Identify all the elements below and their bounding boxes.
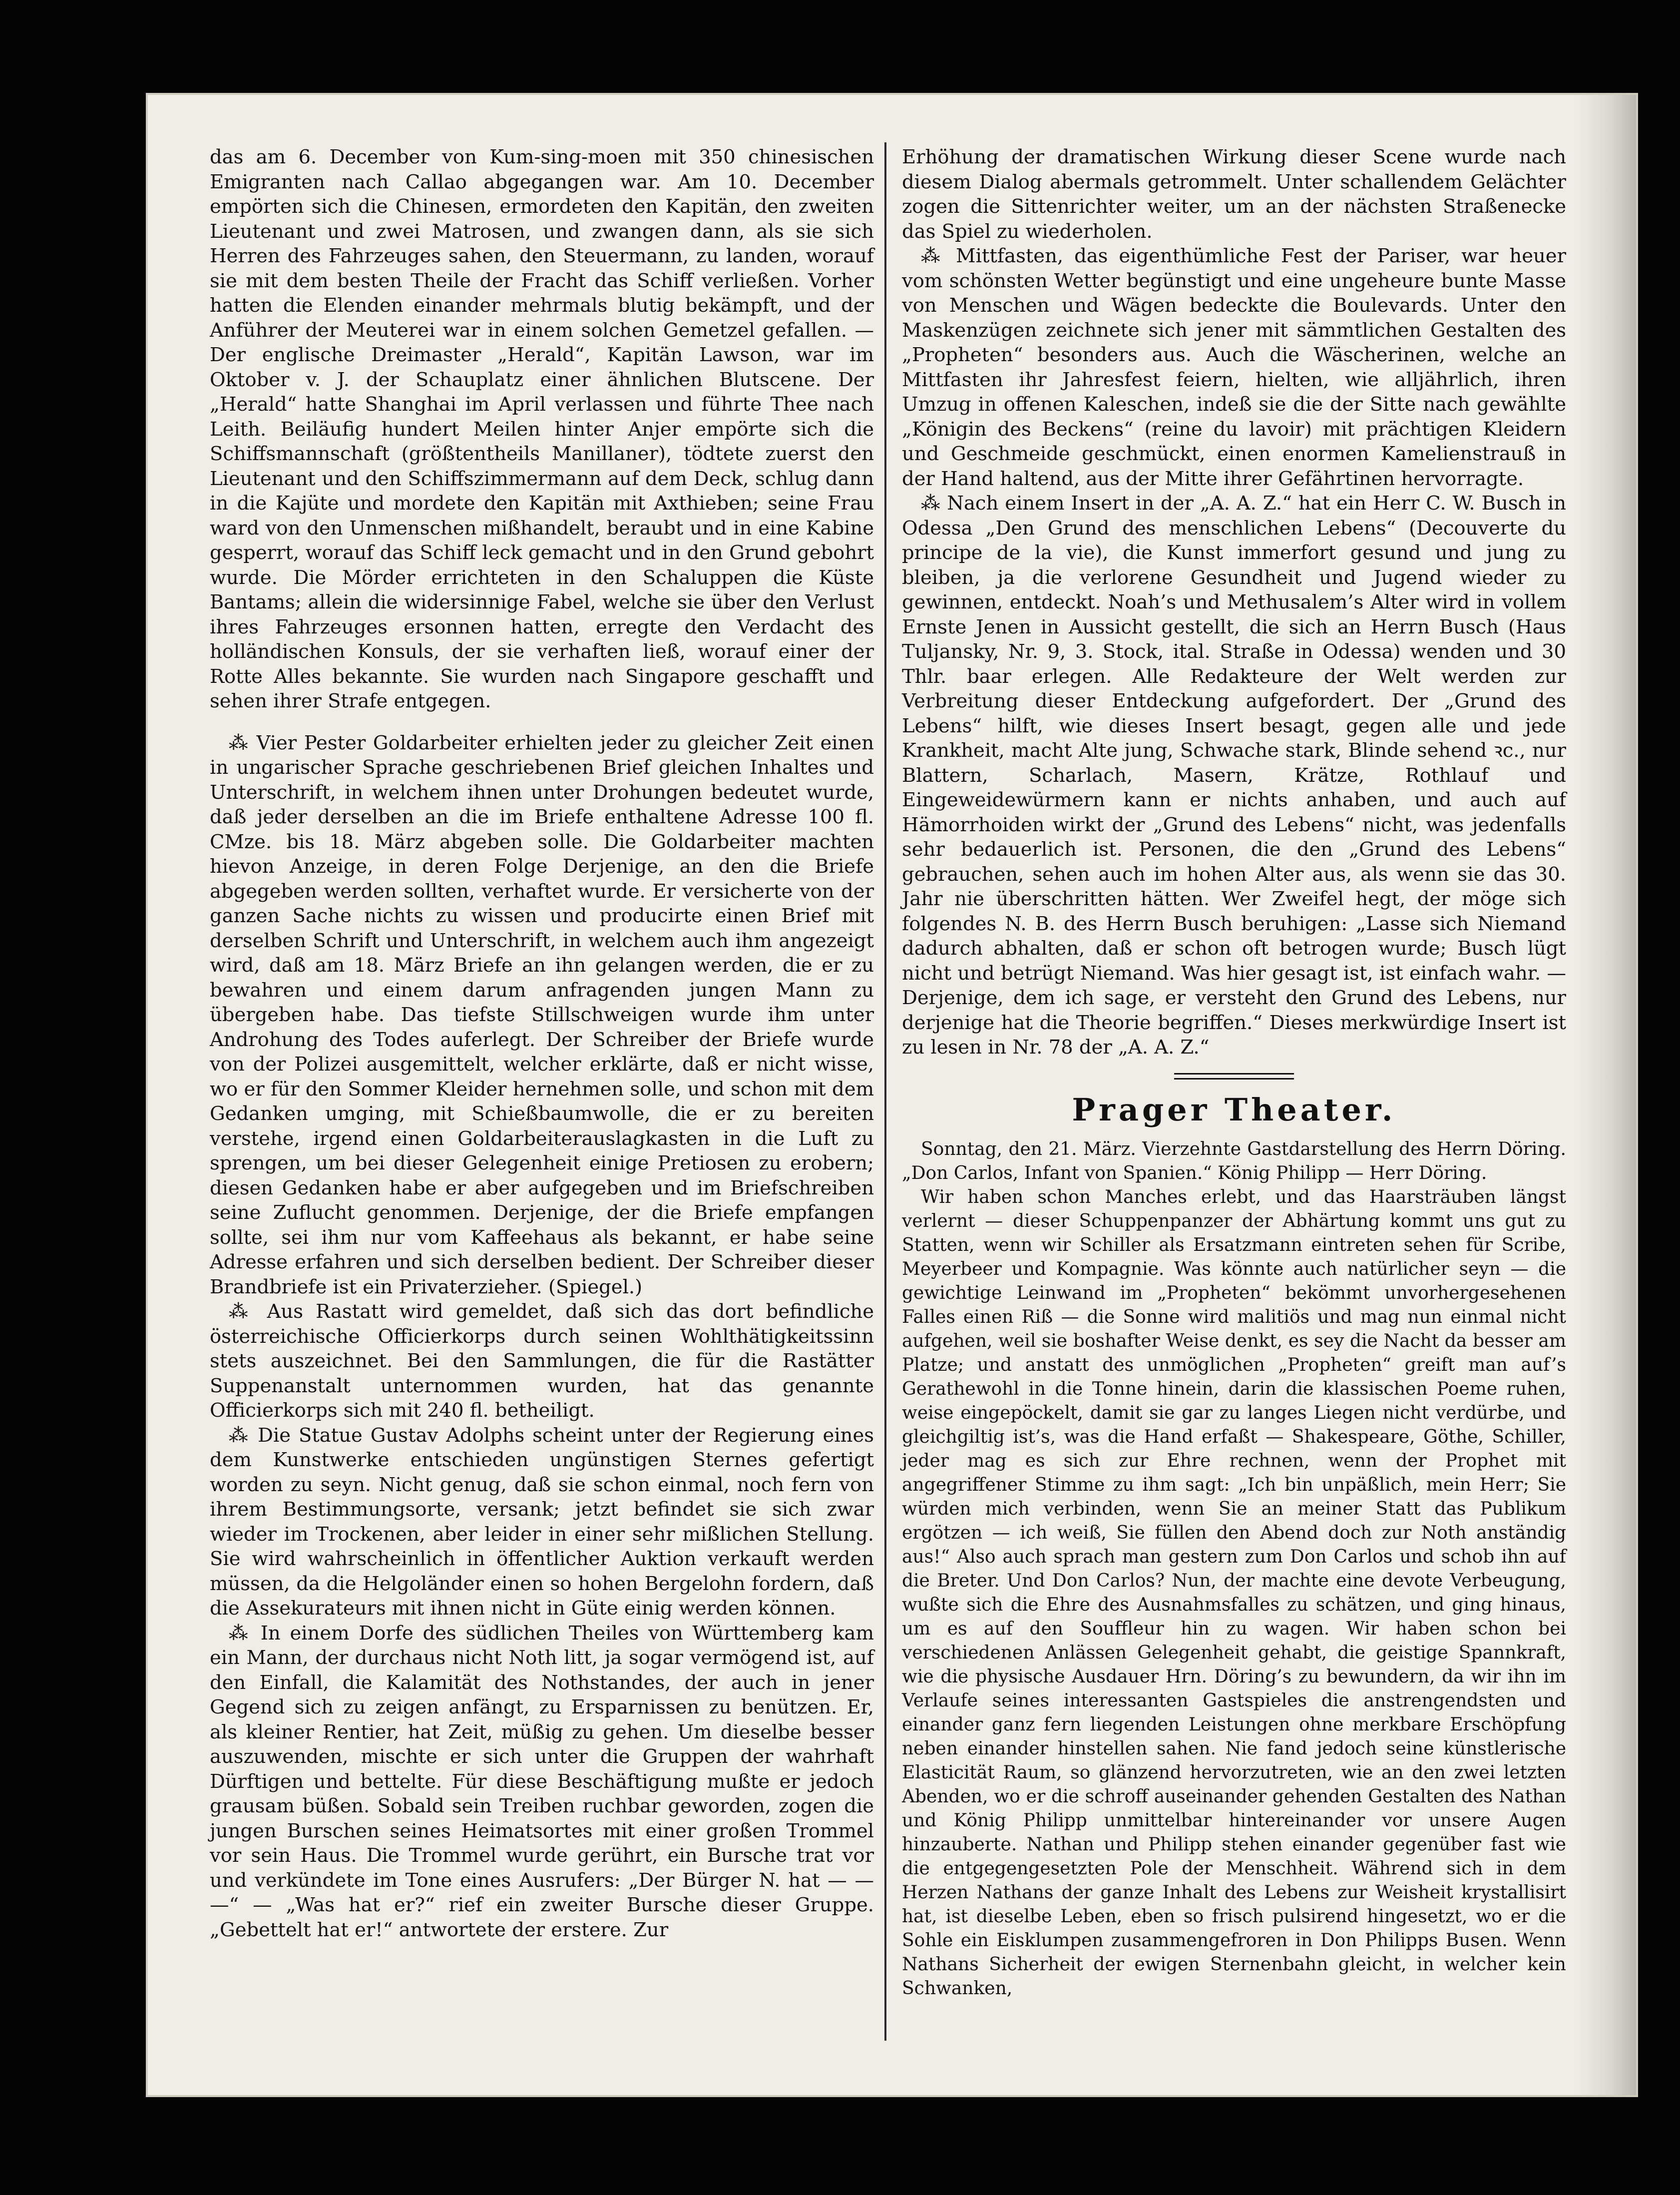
section-title: Prager Theater. xyxy=(1072,1091,1396,1128)
section-divider xyxy=(1174,1073,1294,1080)
newspaper-page xyxy=(148,95,1636,2095)
right-paragraph-1: Erhöhung der dramatischen Wirkung dieser Scene wurde nach diesem Dialog abermals getrommelt. Unter schallendem Gelächter zogen die Sittenrichter weiter, um an der nächsten Straßenecke das Spiel zu wiederholen. xyxy=(902,146,1566,243)
left-paragraph-1: das am 6. December von Kum-sing-moen mit 350 chinesischen Emigranten nach Callao abgegangen war. Am 10. December empörten sich die Chinesen, ermordeten den Kapitän, den zweiten Lieutenant und zwei Matrosen, und zwangen dann, als sie sich Herren des Fahrzeuges sahen, den Steuermann, zu landen, worauf sie mit dem besten Theile der Fracht das Schiff verließen. Vorher hatten die Elenden einander mehrmals blutig bekämpft, und der Anführer der Meuterei war in einem solchen Gemetzel gefallen. — Der englische Dreimaster „Herald“, Kapitän Lawson, war im Oktober v. J. der Schauplatz einer ähnlichen Blutscene. Der „Herald“ hatte Shanghai im April verlassen und führte Thee nach Leith. Beiläufig hundert Meilen hinter Anjer empörte sich die Schiffsmannschaft (größtentheils Manillaner), tödtete zuerst den Lieutenant und den Schiffszimmermann auf dem Deck, schlug dann in die Kajüte und mordete den Kapitän mit Axthieben; seine Frau ward von den Unmenschen mißhandelt, beraubt und in eine Kabine gesperrt, worauf das Schiff leck gemacht und in den Grund gebohrt wurde. Die Mörder errichteten in den Schaluppen die Küste Bantams; allein die widersinnige Fabel, welche sie über den Verlust ihres Fahrzeuges ersonnen hatten, erregte den Verdacht des holländischen Konsuls, der sie verhaften ließ, worauf einer der Rotte Alles bekannte. Sie wurden nach Singapore geschafft und sehen ihrer Strafe entgegen. xyxy=(210,146,874,712)
paragraph-gap xyxy=(210,714,874,731)
page-edge-shadow xyxy=(1576,95,1636,2095)
right-column xyxy=(902,145,1566,2001)
theater-paragraph-1: Sonntag, den 21. März. Vierzehnte Gastdarstellung des Herrn Döring. „Don Carlos, Infant von Spanien.“ König Philipp — Herr Döring. xyxy=(902,1138,1566,1183)
column-divider xyxy=(884,142,886,2041)
left-paragraph-2: ⁂ Vier Pester Goldarbeiter erhielten jeder zu gleicher Zeit einen in ungarischer Sprache geschriebenen Brief gleichen Inhaltes und Unterschrift, in welchem ihnen unter Drohungen bedeutet wurde, daß jeder derselben an die im Briefe enthaltene Adresse 100 fl. CMze. bis 18. März abgeben solle. Die Goldarbeiter machten hievon Anzeige, in deren Folge Derjenige, an den die Briefe abgegeben werden sollten, verhaftet wurde. Er versicherte von der ganzen Sache nichts zu wissen und producirte einen Brief mit derselben Schrift und Unterschrift, in welchem auch ihm angezeigt wird, daß am 18. März Briefe an ihn gelangen werden, die er zu bewahren und einem darum anfragenden jungen Mann zu übergeben habe. Das tiefste Stillschweigen wurde ihm unter Androhung des Todes auferlegt. Der Schreiber der Briefe wurde von der Polizei ausgemittelt, welcher erklärte, daß er nicht wisse, wo er für den Sommer Kleider hernehmen solle, und schon mit dem Gedanken umging, mit Schießbaumwolle, die er zu bereiten verstehe, irgend einen Goldarbeiterauslagkasten in die Luft zu sprengen, um bei dieser Gelegenheit einige Pretiosen zu erobern; diesen Gedanken habe er aber aufgegeben und im Briefschreiben seine Zuflucht genommen. Derjenige, der die Briefe empfangen sollte, sei ihm nur vom Kaffeehaus als bekannt, er habe seine Adresse erfahren und sich derselben bedient. Der Schreiber dieser Brandbriefe ist ein Privaterzieher. (Spiegel.) xyxy=(210,731,874,1298)
left-paragraph-3: ⁂ Aus Rastatt wird gemeldet, daß sich das dort befindliche österreichische Officierkorps durch seinen Wohlthätigkeitssinn stets auszeichnet. Bei den Sammlungen, die für die Rastätter Suppenanstalt unternommen wurden, hat das genannte Officierkorps sich mit 240 fl. betheiligt. xyxy=(210,1300,874,1422)
theater-paragraph-2: Wir haben schon Manches erlebt, und das Haarsträuben längst verlernt — dieser Schuppenpanzer der Abhärtung kommt uns gut zu Statten, wenn wir Schiller als Ersatzmann eintreten sehen für Scribe, Meyerbeer und Kompagnie. Was könnte auch natürlicher seyn — die gewichtige Leinwand im „Propheten“ bekömmt unvorhergesehenen Falles einen Riß — die Sonne wird malitiös und mag nun einmal nicht aufgehen, weil sie boshafter Weise denkt, es sey die Nacht da besser am Platze; und anstatt des unmöglichen „Propheten“ greift man auf’s Gerathewohl in die Tonne hinein, darin die klassischen Poeme ruhen, weise eingepöckelt, damit sie gar zu langes Liegen nicht verdürbe, und gleichgiltig ist’s, was die Hand erfaßt — Shakespeare, Göthe, Schiller, jeder mag es sich zur Ehre rechnen, wenn der Prophet mit angegriffener Stimme zu ihm sagt: „Ich bin unpäßlich, mein Herr; Sie würden mich verbinden, wenn Sie an meiner Statt das Publikum ergötzen — ich weiß, Sie füllen den Abend doch zur Noth anständig aus!“ Also auch sprach man gestern zum Don Carlos und schob ihn auf die Breter. Und Don Carlos? Nun, der machte eine devote Verbeugung, wußte sich die Ehre des Ausnahmsfalles zu schätzen, und ging hinaus, um es auf den Souffleur hin zu wagen. Wir haben schon bei verschiedenen Anlässen Gelegenheit gehabt, die geistige Spannkraft, wie die physische Ausdauer Hrn. Döring’s zu bewundern, da wir ihn im Verlaufe seines interessanten Gastspieles die anstrengendsten und einander ganz fern liegenden Leistungen ohne merkbare Erschöpfung neben einander hinstellen sahen. Nie fand jedoch seine künstlerische Elasticität Raum, so glänzend hervorzutreten, wie an den zwei letzten Abenden, wo er die schroff auseinander gehenden Gestalten des Nathan und König Philipp unmittelbar hintereinander vor unsere Augen hinzauberte. Nathan und Philipp stehen einander gegenüber fast wie die entgegengesetzten Pole der Menschheit. Während sich in dem Herzen Nathans der ganze Inhalt des Lebens zur Weisheit krystallisirt hat, ist dieselbe Leben, eben so frisch pulsirend hingesetzt, wo er die Sohle ein Eisklumpen zusammengefroren in Don Philipps Busen. Wenn Nathans Sicherheit der ewigen Sternenbahn gleicht, in welcher kein Schwanken, xyxy=(902,1186,1566,1999)
right-paragraph-3: ⁂ Nach einem Insert in der „A. A. Z.“ hat ein Herr C. W. Busch in Odessa „Den Grund des menschlichen Lebens“ (Decouverte du principe de la vie), die Kunst immerfort gesund und jung zu bleiben, ja die verlorene Gesundheit und Jugend wieder zu gewinnen, entdeckt. Noah’s und Methusalem’s Alter wird in vollem Ernste Jenen in Aussicht gestellt, die sich an Herrn Busch (Haus Tuljansky, Nr. 9, 3. Stock, ital. Straße in Odessa) wenden und 30 Thlr. baar erlegen. Alle Redakteure der Welt werden zur Verbreitung dieser Entdeckung aufgefordert. Der „Grund des Lebens“ hilft, wie dieses Insert besagt, gegen alle und jede Krankheit, macht Alte jung, Schwache stark, Blinde sehend ꝛc., nur Blattern, Scharlach, Masern, Krätze, Rothlauf und Eingeweidewürmern kann er nichts anhaben, und auch auf Hämorrhoiden wirkt der „Grund des Lebens“ nicht, was jedenfalls sehr bedauerlich ist. Personen, die den „Grund des Lebens“ gebrauchen, sehen auch im hohen Alter aus, als wenn sie das 30. Jahr nie überschritten hätten. Wer Zweifel hegt, der möge sich folgendes N. B. des Herrn Busch beruhigen: „Lasse sich Niemand dadurch abhalten, daß er schon oft betrogen wurde; Busch lügt nicht und betrügt Niemand. Was hier gesagt ist, ist einfach wahr. — Derjenige, dem ich sage, er versteht den Grund des Lebens, nur derjenige hat die Theorie begriffen.“ Dieses merkwürdige Insert ist zu lesen in Nr. 78 der „A. A. Z.“ xyxy=(902,492,1566,1059)
left-column xyxy=(210,145,874,1942)
left-paragraph-4: ⁂ Die Statue Gustav Adolphs scheint unter der Regierung eines dem Kunstwerke entschieden ungünstigen Sternes gefertigt worden zu seyn. Nicht genug, daß sie schon einmal, noch fern von ihrem Bestimmungsorte, versank; jetzt befindet sie sich zwar wieder im Trockenen, aber leider in einer sehr mißlichen Stellung. Sie wird wahrscheinlich in öffentlicher Auktion verkauft werden müssen, da die Helgoländer einen so hohen Bergelohn fordern, daß die Assekurateurs mit ihnen nicht in Güte einig werden können. xyxy=(210,1424,874,1620)
left-paragraph-5: ⁂ In einem Dorfe des südlichen Theiles von Württemberg kam ein Mann, der durchaus nicht Noth litt, ja sogar vermögend ist, auf den Einfall, die Kalamität des Nothstandes, der auch in jener Gegend sich zu zeigen anfängt, zu Ersparnissen zu benützen. Er, als kleiner Rentier, hat Zeit, müßig zu gehen. Um dieselbe besser auszuwenden, mischte er sich unter die Gruppen der wahrhaft Dürftigen und bettelte. Für diese Beschäftigung mußte er jedoch grausam büßen. Sobald sein Treiben ruchbar geworden, zogen die jungen Burschen seines Heimatsortes mit einer großen Trommel vor sein Haus. Die Trommel wurde gerührt, ein Bursche trat vor und verkündete im Tone eines Ausrufers: „Der Bürger N. hat — — —“ — „Was hat er?“ rief ein zweiter Bursche dieser Gruppe. „Gebettelt hat er!“ antwortete der erstere. Zur xyxy=(210,1622,874,1941)
right-paragraph-2: ⁂ Mittfasten, das eigenthümliche Fest der Pariser, war heuer vom schönsten Wetter begünstigt und eine ungeheure bunte Masse von Menschen und Wägen bedeckte die Boulevards. Unter den Maskenzügen zeichnete sich jener mit sämmtlichen Gestalten des „Propheten“ besonders aus. Auch die Wäscherinen, welche an Mittfasten ihr Jahresfest feiern, hielten, wie alljährlich, ihren Umzug in offenen Kaleschen, indeß sie die der Sitte nach gewählte „Königin des Beckens“ (reine du lavoir) mit prächtigen Kleidern und Geschmeide geschmückt, einen enormen Kamelienstrauß in der Hand haltend, aus der Mitte ihrer Gefährtinen hervorragte. xyxy=(902,245,1566,490)
